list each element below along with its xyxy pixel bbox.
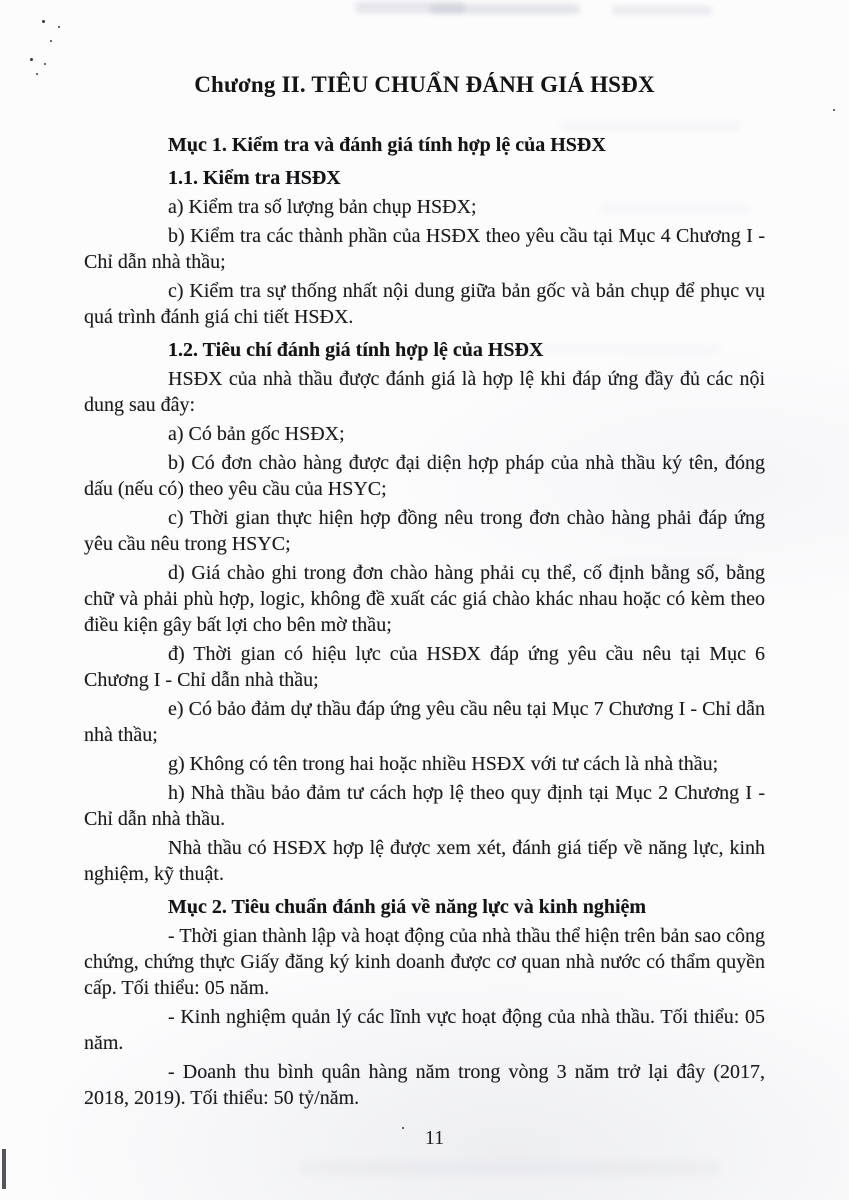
paragraph-1-1-b: b) Kiểm tra các thành phần của HSĐX theo yêu cầu tại Mục 4 Chương I - Chỉ dẫn nhà thầu; — [84, 225, 765, 273]
paragraph-1-2-e: e) Có bảo đảm dự thầu đáp ứng yêu cầu nêu tại Mục 7 Chương I - Chỉ dẫn nhà thầu; — [84, 698, 765, 746]
scan-artifact — [300, 1160, 720, 1176]
paragraph-1-1-c: c) Kiểm tra sự thống nhất nội dung giữa bản gốc và bản chụp để phục vụ quá trình đánh giá chi tiết HSĐX. — [84, 280, 765, 328]
page-number: 11 — [424, 1127, 445, 1149]
paragraph-1-2-b: b) Có đơn chào hàng được đại diện hợp pháp của nhà thầu ký tên, đóng dấu (nếu có) theo yêu cầu của HSYC; — [84, 452, 765, 500]
paragraph-1-2-h: h) Nhà thầu bảo đảm tư cách hợp lệ theo quy định tại Mục 2 Chương I - Chỉ dẫn nhà thầu. — [84, 782, 765, 830]
scan-artifact — [612, 6, 712, 15]
document-body — [0, 72, 849, 1150]
scan-artifact — [355, 2, 465, 13]
page-title: Chương II. TIÊU CHUẨN ĐÁNH GIÁ HSĐX — [194, 72, 655, 97]
paragraph-1-2-intro: HSĐX của nhà thầu được đánh giá là hợp lệ khi đáp ứng đầy đủ các nội dung sau đây: — [84, 368, 765, 416]
paragraph-1-1-a: a) Kiểm tra số lượng bản chụp HSĐX; — [168, 196, 477, 218]
scan-edge-line — [2, 1149, 6, 1189]
paragraph-1-2-a: a) Có bản gốc HSĐX; — [168, 423, 345, 445]
section-heading-muc-2: Mục 2. Tiêu chuẩn đánh giá về năng lực và kinh nghiệm — [168, 896, 647, 918]
scan-speck — [42, 20, 45, 23]
scan-speck — [44, 63, 46, 65]
scan-artifact — [430, 4, 580, 14]
paragraph-muc2-item-1: - Thời gian thành lập và hoạt động của nhà thầu thể hiện trên bản sao công chứng, chứng thực Giấy đăng ký kinh doanh được cơ quan nhà nước có thẩm quyền cấp. Tối thiểu: 05 năm. — [84, 925, 765, 999]
scan-speck — [50, 40, 52, 42]
paragraph-1-2-c: c) Thời gian thực hiện hợp đồng nêu trong đơn chào hàng phải đáp ứng yêu cầu nêu trong HSYC; — [84, 507, 765, 555]
paragraph-1-2-dd: đ) Thời gian có hiệu lực của HSĐX đáp ứng yêu cầu nêu tại Mục 6 Chương I - Chỉ dẫn nhà thầu; — [84, 643, 765, 691]
paragraph-1-2-g: g) Không có tên trong hai hoặc nhiều HSĐX với tư cách là nhà thầu; — [168, 753, 719, 775]
scan-speck — [58, 26, 60, 28]
scan-speck — [30, 58, 33, 61]
subsection-heading-1-1: 1.1. Kiểm tra HSĐX — [168, 167, 341, 189]
section-heading-muc-1: Mục 1. Kiểm tra và đánh giá tính hợp lệ của HSĐX — [168, 134, 606, 156]
paragraph-1-2-closing: Nhà thầu có HSĐX hợp lệ được xem xét, đánh giá tiếp về năng lực, kinh nghiệm, kỹ thuật. — [84, 837, 765, 885]
subsection-heading-1-2: 1.2. Tiêu chí đánh giá tính hợp lệ của HSĐX — [168, 339, 544, 361]
paragraph-muc2-item-2: - Kinh nghiệm quản lý các lĩnh vực hoạt động của nhà thầu. Tối thiểu: 05 năm. — [84, 1006, 765, 1054]
paragraph-muc2-item-3: - Doanh thu bình quân hàng năm trong vòng 3 năm trở lại đây (2017, 2018, 2019). Tối thiểu: 50 tỷ/năm. — [84, 1061, 765, 1109]
paragraph-1-2-d: d) Giá chào ghi trong đơn chào hàng phải cụ thể, cố định bằng số, bằng chữ và phải phù hợp, logic, không đề xuất các giá chào khác nhau hoặc có kèm theo điều kiện gây bất lợi cho bên mờ thầu; — [84, 562, 765, 636]
